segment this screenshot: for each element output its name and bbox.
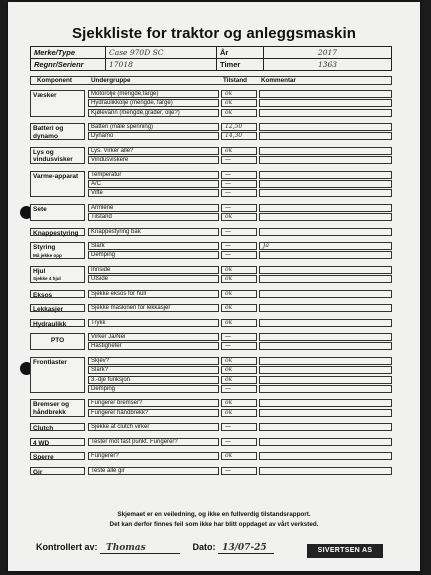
item-label: Innside: [88, 266, 219, 274]
checklist-item: [88, 304, 392, 312]
item-status: —: [221, 333, 257, 341]
section-name-label: Varme-apparat: [33, 172, 79, 180]
item-status: —: [221, 342, 257, 350]
item-label: Fungerer bremser?: [88, 399, 219, 407]
checklist-item: [88, 357, 392, 365]
checklist-section: [30, 452, 392, 460]
section-name: [30, 399, 85, 416]
item-label: Skjev?: [88, 357, 219, 365]
checklist-section: [30, 204, 392, 221]
item-status: ok: [221, 213, 257, 221]
checklist-item: [88, 171, 392, 179]
timer-value: 1363: [264, 59, 392, 71]
brand-logo: SIVERTSEN AS: [307, 544, 383, 558]
section-name-label: Sperre: [33, 454, 54, 462]
checklist-section: [30, 123, 392, 140]
section-name-label: Hjul: [33, 267, 46, 275]
item-comment: [259, 409, 392, 417]
item-status: —: [221, 171, 257, 179]
item-status: 14,30: [221, 132, 257, 140]
section-name: [30, 357, 85, 393]
item-label: Tester mot fast punkt. Fungerer?: [88, 438, 219, 446]
checklist-item: [88, 266, 392, 274]
kontrollert-label: Kontrollert av:: [36, 542, 98, 552]
item-label: Trykk: [88, 319, 219, 327]
item-status: —: [221, 189, 257, 197]
item-label: Batteri (måle spenning): [88, 123, 219, 131]
item-label: 3.-dje funksjon: [88, 376, 219, 384]
dato-value: 13/07-25: [218, 543, 274, 554]
section-name-label: Bremser og håndbrekk: [33, 401, 70, 416]
item-comment: [259, 452, 392, 460]
item-comment: [259, 342, 392, 350]
checklist-item: [88, 123, 392, 131]
item-label: Demping: [88, 251, 219, 259]
checklist-item: [88, 132, 392, 140]
kontrollert-value: Thomas: [100, 543, 180, 554]
item-comment: [259, 156, 392, 164]
item-comment: [259, 423, 392, 431]
item-status: ok: [221, 90, 257, 98]
section-name: [30, 333, 85, 350]
checklist-section: [30, 171, 392, 198]
checklist-item: [88, 423, 392, 431]
item-label: Demping: [88, 385, 219, 393]
item-status: ok: [221, 376, 257, 384]
timer-label: Timer: [217, 59, 264, 71]
section-name-label: Knappestyring: [33, 229, 79, 237]
disclaimer-line-2: Det kan derfor finnes feil som ikke har blitt oppdaget av vårt verksted.: [109, 521, 319, 528]
merke-label: Merke/Type: [31, 47, 106, 59]
section-name: [30, 228, 85, 236]
checklist-item: [88, 242, 392, 250]
regnr-value: 17018: [106, 59, 217, 71]
item-label: A/C: [88, 180, 219, 188]
section-name-label: Clutch: [33, 425, 54, 433]
item-comment: [259, 399, 392, 407]
checklist-section: [30, 266, 392, 283]
section-name: [30, 266, 85, 283]
vehicle-info-table: [30, 46, 392, 71]
section-name: [30, 304, 85, 312]
checklist-item: [88, 438, 392, 446]
item-status: —: [221, 180, 257, 188]
checklist-item: [88, 366, 392, 374]
item-comment: [259, 90, 392, 98]
item-comment: [259, 438, 392, 446]
checklist-section: [30, 438, 392, 446]
item-comment: [259, 290, 392, 298]
item-label: Hydraulikkolje (mengde, farge): [88, 99, 219, 107]
section-name: [30, 290, 85, 298]
checklist-section: [30, 90, 392, 117]
checklist-item: [88, 333, 392, 341]
item-status: ok: [221, 366, 257, 374]
item-comment: [259, 467, 392, 475]
item-status: ok: [221, 399, 257, 407]
checklist-item: [88, 147, 392, 155]
section-name-label: Styring: [33, 244, 56, 252]
section-name: [30, 90, 85, 117]
item-status: —: [221, 467, 257, 475]
item-comment: [259, 109, 392, 117]
item-status: 12,50: [221, 123, 257, 131]
item-comment: [259, 319, 392, 327]
checklist-item: [88, 90, 392, 98]
item-status: ok: [221, 147, 257, 155]
checklist-item: [88, 385, 392, 393]
ar-value: 2017: [264, 47, 392, 59]
item-label: Slark?: [88, 366, 219, 374]
item-comment: [259, 213, 392, 221]
section-name: [30, 452, 85, 460]
section-name: [30, 467, 85, 475]
item-label: Fungerer håndbrekk?: [88, 409, 219, 417]
checklist-item: [88, 342, 392, 350]
merke-value: Case 970D SC: [106, 47, 217, 59]
item-label: Virker Ja/Nei: [88, 333, 219, 341]
item-comment: [259, 204, 392, 212]
item-comment: [259, 171, 392, 179]
section-name-label: Lekkasjer: [33, 306, 63, 314]
section-name-label: Sete: [33, 205, 47, 213]
item-label: Vindusviskere: [88, 156, 219, 164]
checklist-item: [88, 290, 392, 298]
checklist-section: [30, 399, 392, 416]
item-status: ok: [221, 99, 257, 107]
item-comment: [259, 266, 392, 274]
item-status: —: [221, 251, 257, 259]
section-name: [30, 123, 85, 140]
section-name: [30, 423, 85, 431]
disclaimer-line-1: Skjemaet er en veiledning, og ikke en fullverdig tilstandsrapport.: [117, 511, 311, 518]
col-undergruppe: Undergruppe: [91, 77, 131, 84]
item-label: Vifte: [88, 189, 219, 197]
checklist-section: [30, 304, 392, 312]
col-komponent: Komponent: [37, 77, 72, 84]
item-comment: [259, 357, 392, 365]
section-name-label: Frontlaster: [33, 359, 67, 366]
section-name: [30, 147, 85, 164]
checklist-item: [88, 319, 392, 327]
item-status: —: [221, 156, 257, 164]
checklist-item: [88, 251, 392, 259]
item-label: Slark: [88, 242, 219, 250]
item-status: —: [221, 438, 257, 446]
item-comment: [259, 180, 392, 188]
item-comment: [259, 99, 392, 107]
section-name: [30, 204, 85, 221]
dato-label: Dato:: [192, 542, 216, 552]
section-name-label: Hydraulikk: [33, 320, 67, 328]
checklist-item: [88, 180, 392, 188]
item-status: —: [221, 228, 257, 236]
regnr-label: Regnr/Serienr: [31, 59, 106, 71]
item-status: ok: [221, 409, 257, 417]
item-status: ok: [221, 109, 257, 117]
item-status: ok: [221, 319, 257, 327]
checklist-section: [30, 147, 392, 164]
checklist-item: [88, 275, 392, 283]
checklist-item: [88, 189, 392, 197]
column-header-row: [30, 76, 392, 85]
item-label: Sjekke at clutch virker: [88, 423, 219, 431]
item-label: Utside: [88, 275, 219, 283]
checklist-section: [30, 467, 392, 475]
checklist-section: [30, 242, 392, 259]
checklist-section: [30, 319, 392, 327]
checklist-item: [88, 452, 392, 460]
checklist-section: [30, 333, 392, 350]
section-name: [30, 438, 85, 446]
item-comment: [259, 251, 392, 259]
item-comment: [259, 366, 392, 374]
item-status: —: [221, 242, 257, 250]
checklist-section: [30, 228, 392, 236]
item-comment: [259, 275, 392, 283]
section-name-label: 4 WD: [33, 439, 50, 447]
checklist-item: [88, 376, 392, 384]
item-comment: [259, 189, 392, 197]
item-label: Sjekke maskinen for lekkasjer: [88, 304, 219, 312]
page-title: Sjekkliste for traktor og anleggsmaskin: [72, 25, 356, 42]
section-name-label: PTO: [50, 337, 65, 345]
section-sub-label: Må jekke opp: [33, 252, 62, 258]
signature-row: [36, 542, 274, 554]
checklist-section: [30, 357, 392, 393]
checklist-grid: [30, 76, 392, 508]
item-comment: Ja: [259, 242, 392, 250]
item-comment: [259, 385, 392, 393]
checklist-item: [88, 109, 392, 117]
section-name: [30, 171, 85, 198]
section-name-label: Lys og vindusvisker: [33, 148, 73, 164]
item-label: Motorolje (mengde,farge): [88, 90, 219, 98]
item-label: Armlene: [88, 204, 219, 212]
item-label: Hastigheter: [88, 342, 219, 350]
checklist-item: [88, 467, 392, 475]
item-label: Fungerer?: [88, 452, 219, 460]
col-tilstand: Tilstand: [223, 77, 248, 84]
item-label: Sjekke eksos for hull: [88, 290, 219, 298]
section-sub-label: Sjekke 4 hjul: [33, 276, 61, 282]
item-label: Temperatur: [88, 171, 219, 179]
item-status: ok: [221, 304, 257, 312]
item-comment: [259, 304, 392, 312]
item-comment: [259, 132, 392, 140]
item-label: Teste alle gir: [88, 467, 219, 475]
checklist-item: [88, 409, 392, 417]
checklist-item: [88, 228, 392, 236]
checklist-item: [88, 213, 392, 221]
checklist-section: [30, 423, 392, 431]
item-status: ok: [221, 452, 257, 460]
checklist-item: [88, 399, 392, 407]
checklist-item: [88, 99, 392, 107]
item-status: ok: [221, 275, 257, 283]
section-name-label: Væsker: [33, 92, 57, 99]
item-comment: [259, 123, 392, 131]
item-comment: [259, 147, 392, 155]
item-status: ok: [221, 290, 257, 298]
col-kommentar: Kommentar: [261, 77, 296, 84]
section-name-label: Batteri og dynamo: [33, 125, 64, 140]
item-label: Lys. Virker alle?: [88, 147, 219, 155]
item-status: —: [221, 204, 257, 212]
checklist-sheet: [8, 2, 420, 571]
item-label: Tilstand: [88, 213, 219, 221]
item-label: Knappestyring bak: [88, 228, 219, 236]
section-name: [30, 319, 85, 327]
item-status: —: [221, 423, 257, 431]
checklist-item: [88, 204, 392, 212]
item-label: Dynamo: [88, 132, 219, 140]
section-name: [30, 242, 85, 259]
item-comment: [259, 376, 392, 384]
item-status: ok: [221, 357, 257, 365]
checklist-section: [30, 290, 392, 298]
checklist-item: [88, 156, 392, 164]
item-comment: [259, 333, 392, 341]
section-name-label: Eksos: [33, 291, 53, 299]
ar-label: År: [217, 47, 264, 59]
section-name-label: Gir: [33, 468, 43, 476]
item-label: Kjølevann (mengde,grader, olje?): [88, 109, 219, 117]
item-status: ok: [221, 266, 257, 274]
item-status: —: [221, 385, 257, 393]
item-comment: [259, 228, 392, 236]
